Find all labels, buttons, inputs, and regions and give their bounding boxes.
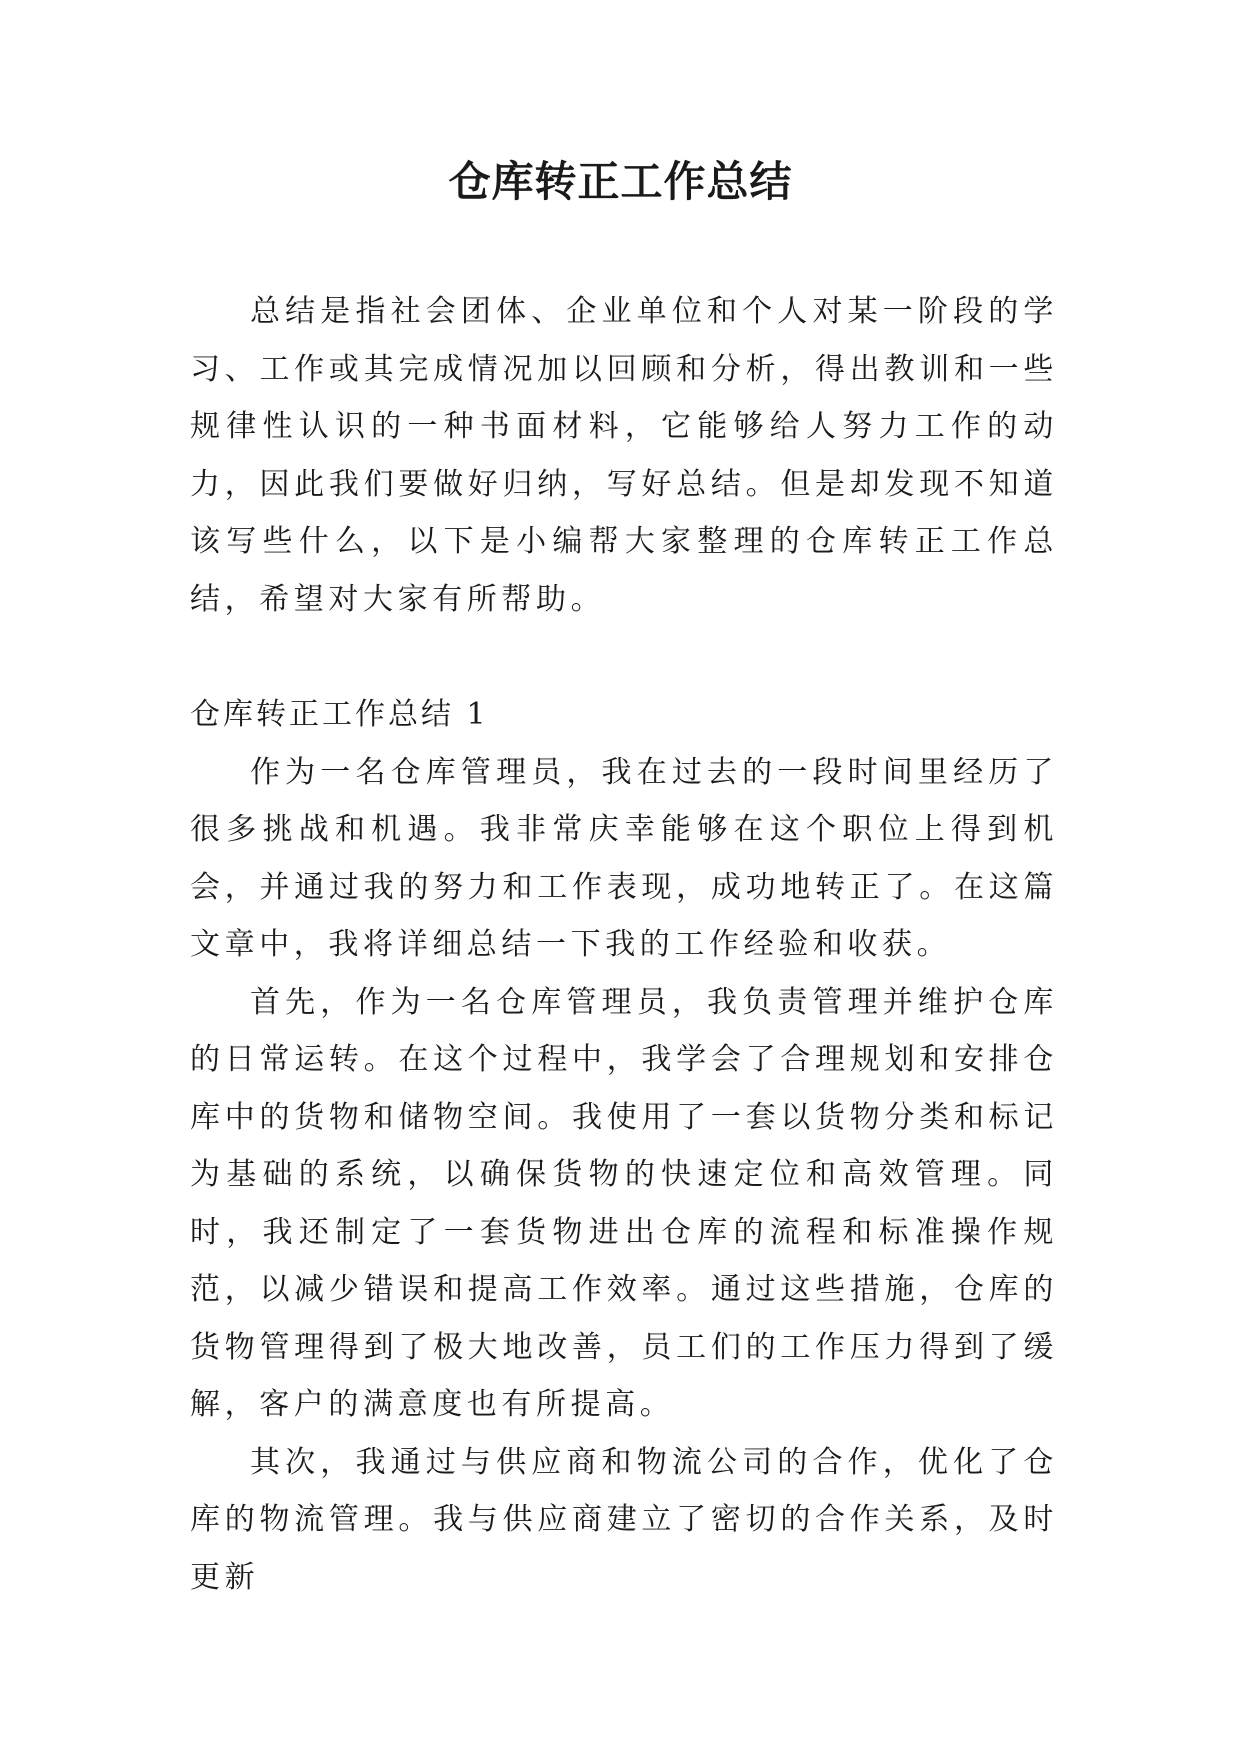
document-body [190, 283, 1058, 1606]
body-paragraph: 作为一名仓库管理员，我在过去的一段时间里经历了很多挑战和机遇。我非常庆幸能够在这个职位上得到机会，并通过我的努力和工作表现，成功地转正了。在这篇文章中，我将详细总结一下我的工作经验和收获。 [190, 754, 1058, 962]
intro-paragraph: 总结是指社会团体、企业单位和个人对某一阶段的学习、工作或其完成情况加以回顾和分析，得出教训和一些规律性认识的一种书面材料，它能够给人努力工作的动力，因此我们要做好归纳，写好总结。但是却发现不知道该写些什么，以下是小编帮大家整理的仓库转正工作总结，希望对大家有所帮助。 [190, 294, 1058, 617]
body-paragraph: 首先，作为一名仓库管理员，我负责管理并维护仓库的日常运转。在这个过程中，我学会了合理规划和安排仓库中的货物和储物空间。我使用了一套以货物分类和标记为基础的系统，以确保货物的快速定位和高效管理。同时，我还制定了一套货物进出仓库的流程和标准操作规范，以减少错误和提高工作效率。通过这些措施，仓库的货物管理得到了极大地改善，员工们的工作压力得到了缓解，客户的满意度也有所提高。 [190, 984, 1058, 1422]
body-paragraph: 其次，我通过与供应商和物流公司的合作，优化了仓库的物流管理。我与供应商建立了密切的合作关系，及时更新 [190, 1444, 1058, 1595]
document-title: 仓库转正工作总结 [448, 157, 793, 206]
section-heading: 仓库转正工作总结 1 [190, 697, 489, 732]
